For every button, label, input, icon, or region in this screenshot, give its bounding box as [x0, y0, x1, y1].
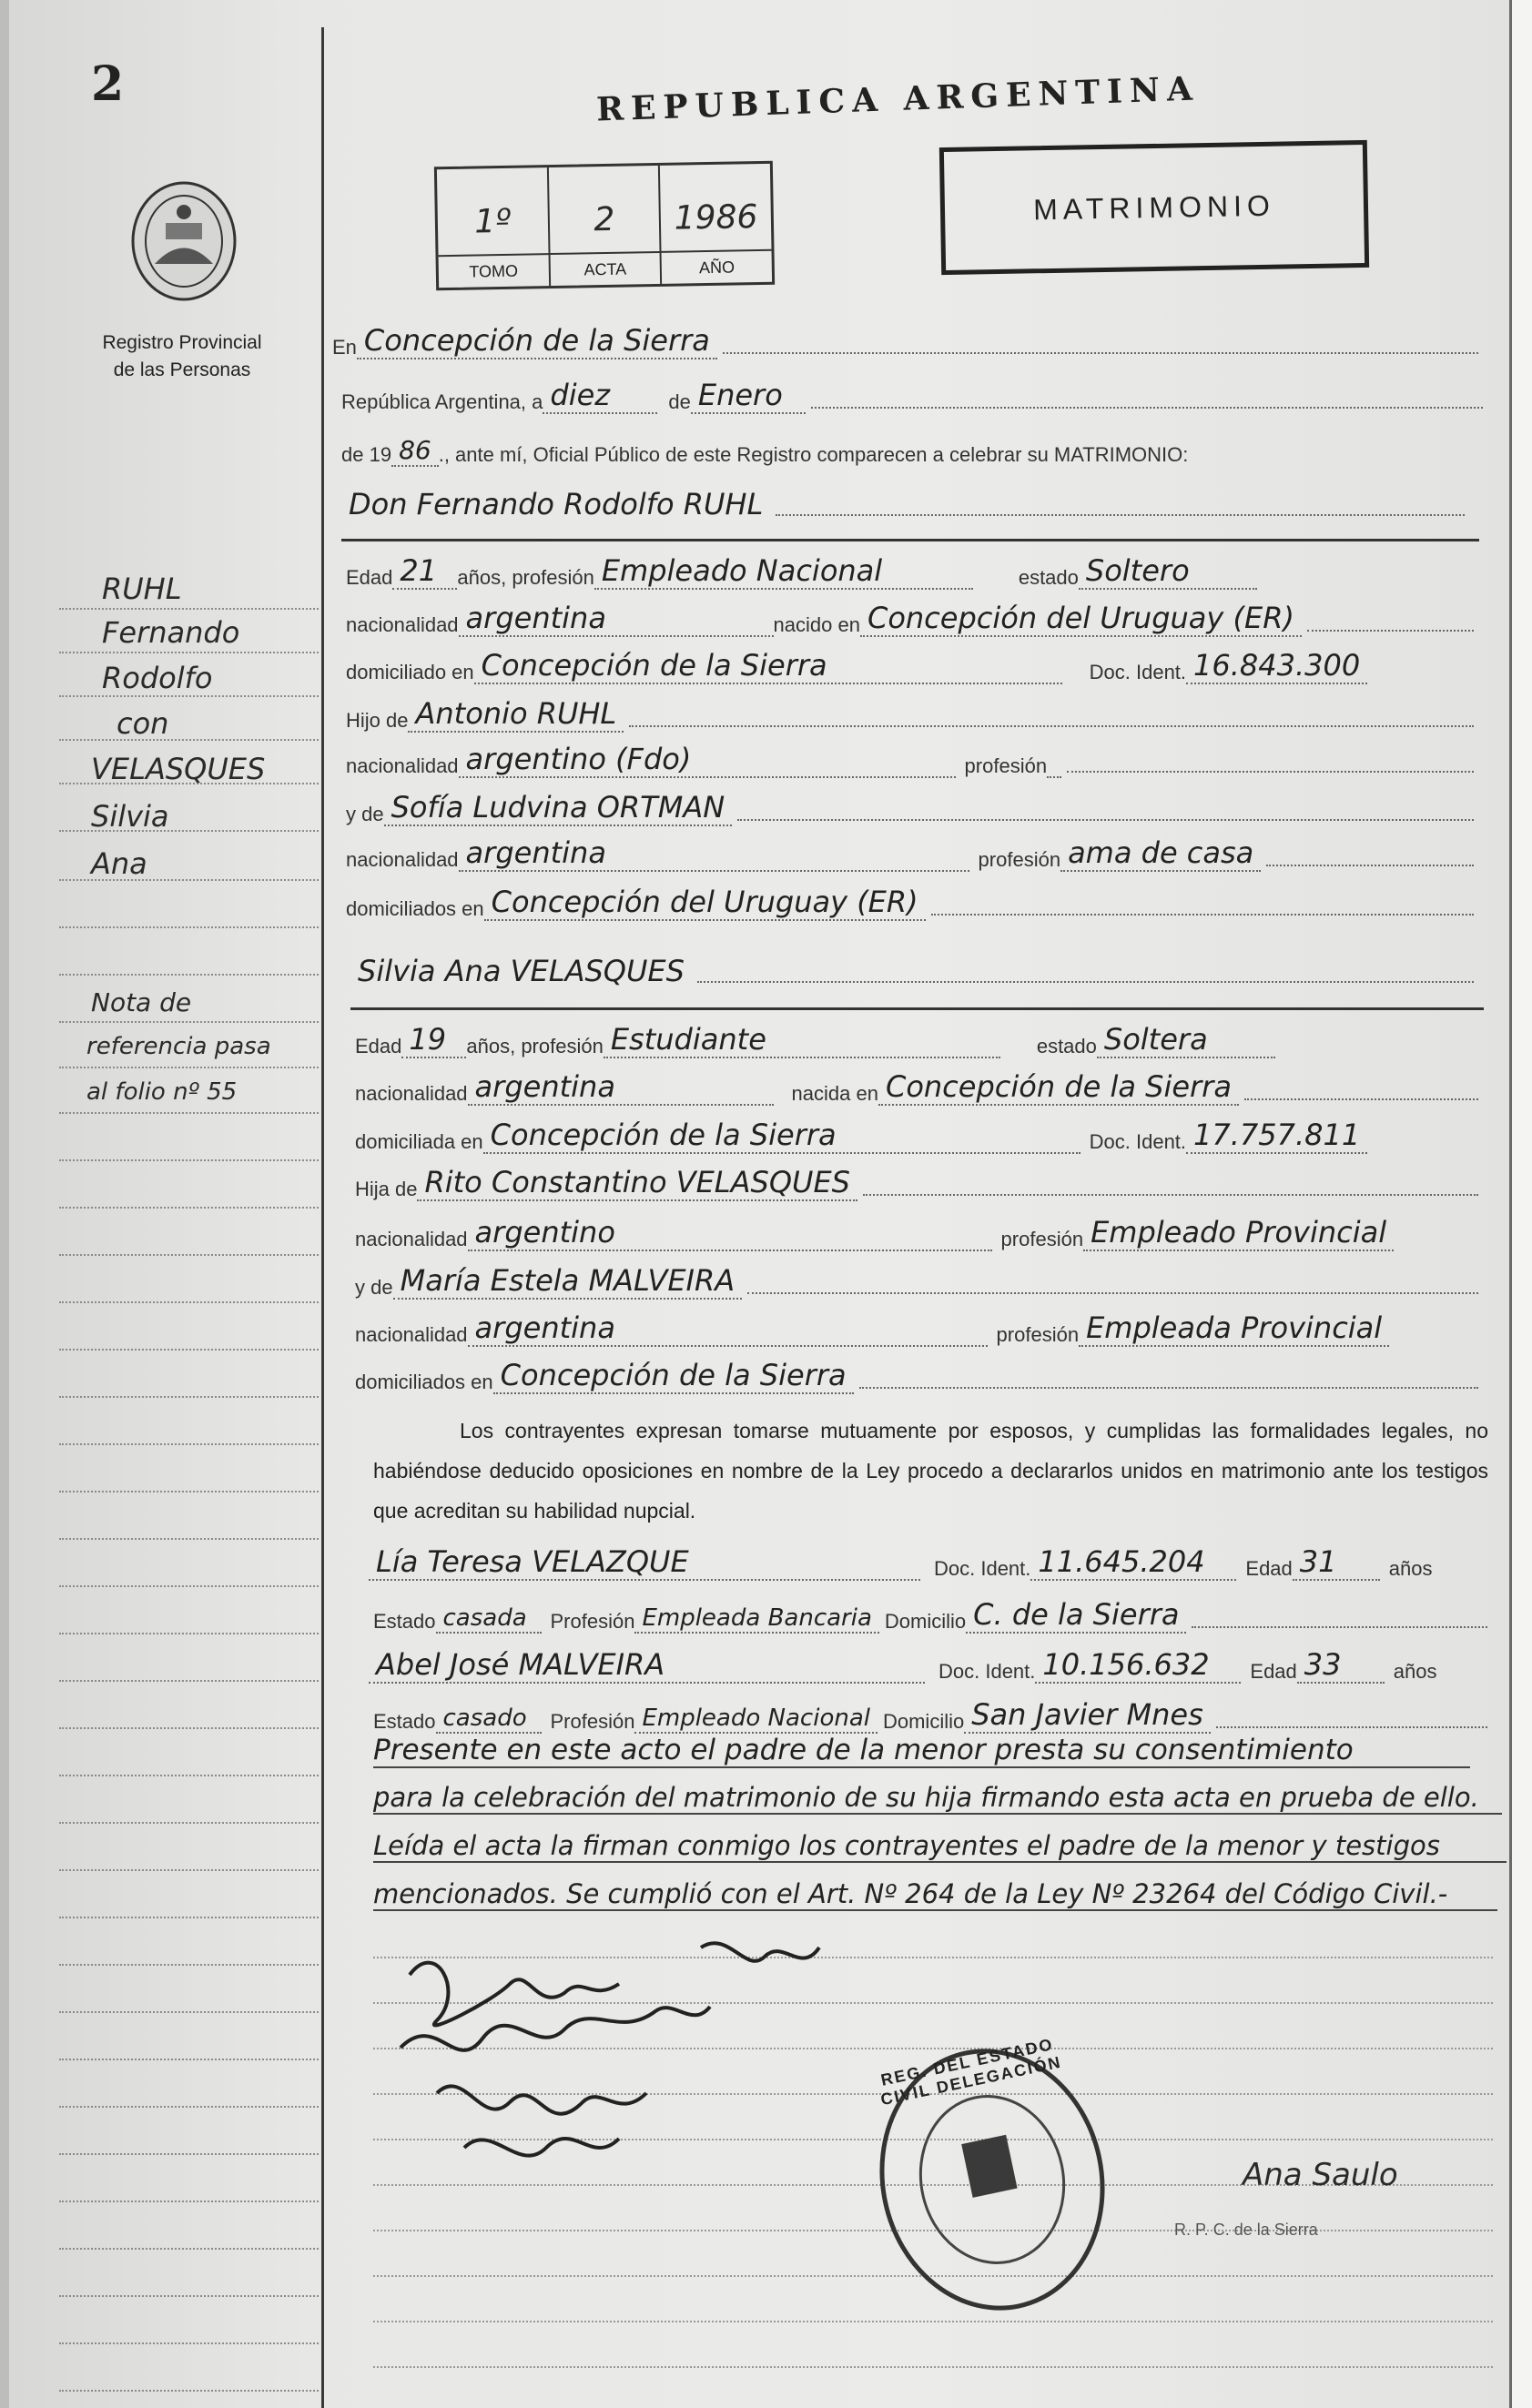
bride-nationality-line: nacionalidad argentina nacida en Concepción de la Sierra [355, 1069, 1484, 1106]
margin-name-2: Fernando [102, 615, 240, 650]
tomo-acta-box [434, 161, 775, 290]
witness1-details-line: Estado casada Profesión Empleada Bancaria Domicilio C. de la Sierra [373, 1597, 1493, 1634]
groom-age-line: Edad 21 años, profesión Empleado Nacional estado Soltero [346, 553, 1479, 590]
witness2-line: Abel José MALVEIRA Doc. Ident. 10.156.632 Edad 33 años [369, 1647, 1493, 1684]
bride-domicile-line: domiciliada en Concepción de la Sierra Doc. Ident. 17.757.811 [355, 1118, 1484, 1154]
acta-cell: 2 ACTA [549, 166, 663, 286]
signatures-scribble [382, 1920, 856, 2193]
bride-name-line: Silvia Ana VELASQUES [350, 954, 1479, 988]
note-line-2: para la celebración del matrimonio de su hija firmando esta acta en prueba de ello. [373, 1782, 1502, 1815]
page-number: 2 [91, 56, 125, 112]
margin-note-2: referencia pasa [86, 1033, 271, 1060]
document-title: REPUBLICA ARGENTINA [595, 69, 1201, 129]
note-line-1: Presente en este acto el padre de la menor presta su consentimiento [373, 1734, 1470, 1768]
witness2-details-line: Estado casado Profesión Empleado Nacional Domicilio San Javier Mnes [373, 1697, 1493, 1734]
groom-nationality-line: nacionalidad argentina nacido en Concepción del Uruguay (ER) [346, 601, 1479, 637]
bride-father-line: Hija de Rito Constantino VELASQUES [355, 1165, 1484, 1201]
margin-note-1: Nota de [91, 987, 192, 1017]
bride-age-line: Edad 19 años, profesión Estudiante estado Soltera [355, 1022, 1484, 1058]
bride-parents-dom-line: domiciliados en Concepción de la Sierra [355, 1358, 1484, 1394]
margin-name-3: Rodolfo [102, 661, 213, 695]
groom-name-line: Don Fernando Rodolfo RUHL [341, 487, 1470, 521]
margin-divider [321, 27, 324, 2408]
registro-seal-icon [127, 177, 241, 305]
anio-cell: 1986 AÑO [660, 164, 772, 284]
official-stamp [848, 2021, 1137, 2338]
officer-caption: R. P. C. de la Sierra [1174, 2221, 1318, 2239]
margin-name-5: VELASQUES [91, 752, 266, 786]
place-line: En Concepción de la Sierra [332, 323, 1484, 359]
groom-mother-line: y de Sofía Ludvina ORTMAN [346, 790, 1479, 826]
note-line-3: Leída el acta la firman conmigo los contrayentes el padre de la menor y testigos [373, 1830, 1507, 1863]
witness1-line: Lía Teresa VELAZQUE Doc. Ident. 11.645.204 Edad 31 años [369, 1544, 1493, 1581]
groom-father-nat-line: nacionalidad argentino (Fdo) profesión [346, 742, 1479, 778]
officer-signature: Ana Saulo [1243, 2157, 1398, 2193]
declaration-paragraph: Los contrayentes expresan tomarse mutuamente por esposos, y cumplidas las formalidades legales, no habiéndose deducido oposiciones en nombre de la Ley procedo a declararlos unidos en matrimonio ante los testigos que acreditan su habilidad nupcial. [373, 1419, 1488, 1523]
groom-father-line: Hijo de Antonio RUHL [346, 696, 1479, 733]
note-line-4: mencionados. Se cumplió con el Art. Nº 264 de la Ley Nº 23264 del Código Civil.- [373, 1878, 1497, 1911]
groom-domicile-line: domiciliado en Concepción de la Sierra Doc. Ident. 16.843.300 [346, 648, 1479, 684]
margin-name-1: RUHL [102, 572, 182, 606]
tomo-cell: 1º TOMO [437, 167, 551, 288]
bride-father-nat-line: nacionalidad argentino profesión Empleado Provincial [355, 1215, 1484, 1251]
act-type-box: MATRIMONIO [939, 140, 1369, 275]
stamp-text: REG. DEL ESTADO CIVIL DELEGACIÓN [878, 2035, 1064, 2110]
margin-name-6: Silvia [91, 799, 169, 834]
bride-mother-nat-line: nacionalidad argentina profesión Empleada Provincial [355, 1310, 1484, 1347]
bride-mother-line: y de María Estela MALVEIRA [355, 1263, 1484, 1300]
year-line: de 19 86 ., ante mí, Oficial Público de este Registro comparecen a celebrar su MATRIMONIO: [341, 435, 1189, 466]
groom-parents-dom-line: domiciliados en Concepción del Uruguay (ER) [346, 885, 1479, 921]
registry-name: Registro Provincial de las Personas [102, 332, 262, 380]
date-line: República Argentina, a diez de Enero [341, 378, 1488, 414]
margin-note-3: al folio nº 55 [86, 1078, 238, 1106]
margin-name-7: Ana [91, 846, 147, 881]
margin-name-4: con [117, 706, 169, 741]
groom-mother-nat-line: nacionalidad argentina profesión ama de casa [346, 835, 1479, 872]
